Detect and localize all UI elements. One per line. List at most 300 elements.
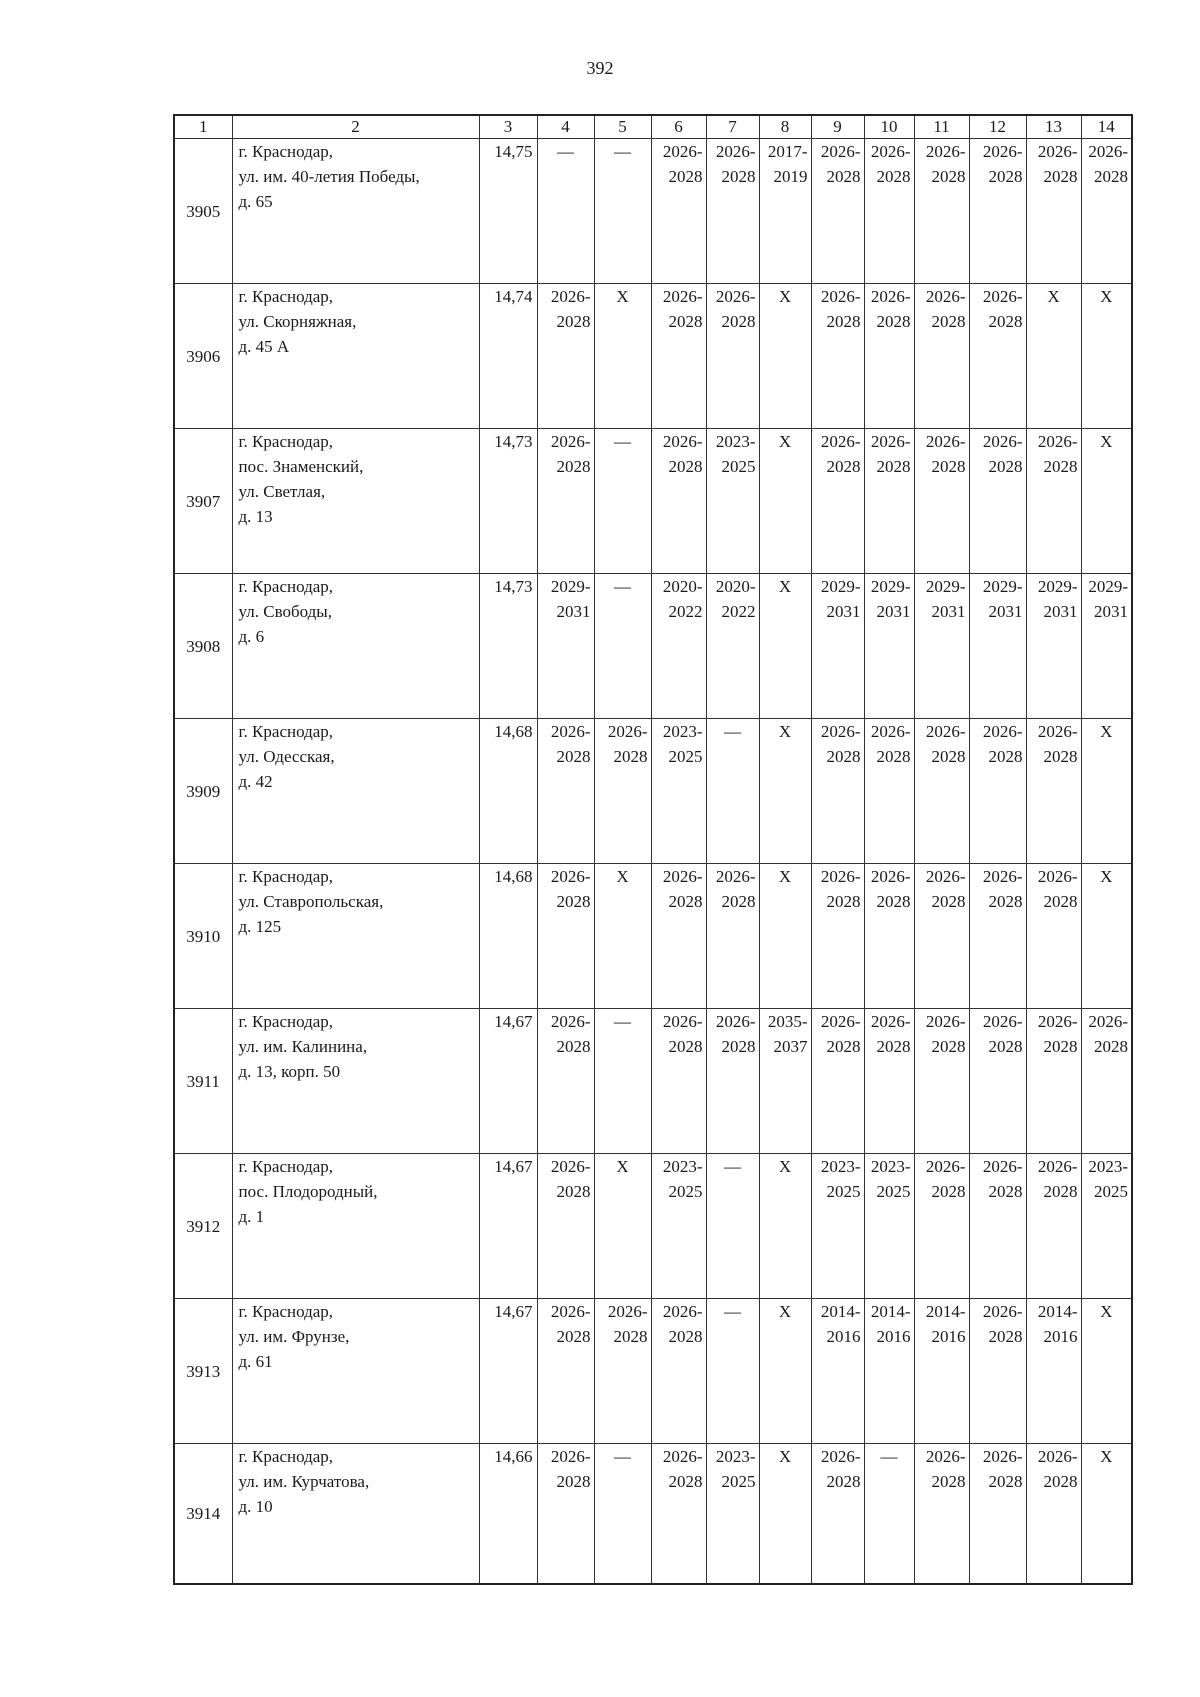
period-cell: X: [1081, 864, 1132, 1009]
period-cell: X: [1081, 429, 1132, 574]
period-cell: [864, 1299, 914, 1444]
period-line: 2020-: [662, 577, 703, 596]
period-cell: [651, 719, 706, 864]
period-line: 2026-: [715, 287, 756, 306]
period-line: 2028: [988, 1327, 1023, 1346]
row-number: 3911: [174, 1009, 232, 1154]
period-line: 2026-: [925, 287, 966, 306]
address-cell: [232, 429, 479, 574]
period-cell: [706, 574, 759, 719]
address-line: д. 13: [238, 507, 273, 526]
period-line: 2028: [613, 747, 648, 766]
period-cell: [594, 719, 651, 864]
period-line: 2028: [988, 1037, 1023, 1056]
period-line: 2026-: [925, 142, 966, 161]
period-line: 2026-: [550, 432, 591, 451]
period-cell: [651, 1009, 706, 1154]
period-line: 2031: [876, 602, 911, 621]
period-line: 2026-: [715, 867, 756, 886]
period-cell: [1026, 719, 1081, 864]
period-line: 2026-: [925, 1447, 966, 1466]
period-line: 2026-: [870, 432, 911, 451]
period-line: 2028: [988, 457, 1023, 476]
period-line: 2026-: [820, 1447, 861, 1466]
address-line: ул. им. Фрунзе,: [238, 1327, 350, 1346]
period-line: 2028: [988, 747, 1023, 766]
period-line: 2026-: [982, 1157, 1023, 1176]
period-line: 2028: [668, 312, 703, 331]
period-line: 2028: [876, 747, 911, 766]
period-cell: —: [706, 1154, 759, 1299]
row-number: 3914: [174, 1444, 232, 1584]
period-cell: [1081, 1154, 1132, 1299]
period-line: 2026-: [715, 1012, 756, 1031]
period-cell: [651, 139, 706, 284]
period-line: 2031: [556, 602, 591, 621]
address-line: д. 125: [238, 917, 282, 936]
period-line: 2028: [1043, 1182, 1078, 1201]
period-line: 2026-: [982, 1447, 1023, 1466]
period-cell: X: [759, 284, 811, 429]
period-line: 2028: [988, 1472, 1023, 1491]
period-cell: [706, 139, 759, 284]
period-cell: X: [1081, 1444, 1132, 1584]
address-line: д. 10: [238, 1497, 273, 1516]
period-cell: [914, 1009, 969, 1154]
period-line: 2022: [721, 602, 756, 621]
period-line: 2028: [931, 892, 966, 911]
period-cell: [651, 574, 706, 719]
period-cell: [811, 284, 864, 429]
period-cell: —: [706, 719, 759, 864]
period-cell: [651, 1154, 706, 1299]
period-line: 2026-: [982, 142, 1023, 161]
period-line: 2028: [826, 747, 861, 766]
period-line: 2026-: [662, 867, 703, 886]
period-line: 2028: [668, 457, 703, 476]
period-line: 2025: [1094, 1182, 1128, 1201]
period-cell: [969, 284, 1026, 429]
period-line: 2028: [988, 167, 1023, 186]
period-line: 2028: [556, 1037, 591, 1056]
period-cell: [811, 429, 864, 574]
period-cell: [914, 284, 969, 429]
period-line: 2028: [931, 1037, 966, 1056]
period-line: 2026-: [982, 722, 1023, 741]
period-line: 2016: [876, 1327, 911, 1346]
address-cell: [232, 1009, 479, 1154]
period-line: 2028: [876, 1037, 911, 1056]
period-cell: X: [759, 864, 811, 1009]
address-line: г. Краснодар,: [238, 1157, 334, 1176]
period-line: 2026-: [870, 722, 911, 741]
period-line: 2037: [773, 1037, 808, 1056]
table-row: [174, 719, 1132, 864]
period-cell: [811, 139, 864, 284]
period-line: 2028: [668, 1327, 703, 1346]
period-line: 2025: [721, 1472, 756, 1491]
period-line: 2014-: [870, 1302, 911, 1321]
period-line: 2029-: [1088, 577, 1128, 596]
period-line: 2028: [1043, 1472, 1078, 1491]
address-line: ул. Свободы,: [238, 602, 332, 621]
period-cell: [1026, 1299, 1081, 1444]
period-line: 2026-: [550, 287, 591, 306]
period-cell: [969, 1299, 1026, 1444]
period-line: 2028: [826, 312, 861, 331]
period-cell: [706, 1444, 759, 1584]
period-line: 2028: [721, 312, 756, 331]
period-line: 2028: [1094, 167, 1128, 186]
period-line: 2026-: [607, 722, 648, 741]
address-line: ул. Скорняжная,: [238, 312, 357, 331]
period-line: 2028: [556, 892, 591, 911]
table-row: [174, 864, 1132, 1009]
period-line: 2028: [1043, 167, 1078, 186]
period-cell: [651, 429, 706, 574]
period-line: 2029-: [982, 577, 1023, 596]
period-cell: [651, 864, 706, 1009]
period-cell: X: [1081, 284, 1132, 429]
value-cell: 14,66: [479, 1444, 537, 1584]
column-header-13: 13: [1026, 115, 1081, 139]
header-row: [174, 115, 1132, 139]
period-cell: —: [594, 1009, 651, 1154]
period-line: 2026-: [982, 867, 1023, 886]
period-line: 2028: [721, 892, 756, 911]
period-line: 2026-: [1088, 1012, 1128, 1031]
period-cell: [914, 1154, 969, 1299]
table-row: [174, 429, 1132, 574]
period-cell: [914, 574, 969, 719]
period-cell: [864, 574, 914, 719]
period-line: 2028: [1043, 457, 1078, 476]
period-line: 2014-: [925, 1302, 966, 1321]
period-cell: [811, 574, 864, 719]
period-line: 2023-: [870, 1157, 911, 1176]
period-cell: —: [537, 139, 594, 284]
period-line: 2035-: [767, 1012, 808, 1031]
period-cell: [914, 1444, 969, 1584]
address-line: ул. Ставропольская,: [238, 892, 384, 911]
address-line: пос. Знаменский,: [238, 457, 364, 476]
period-cell: [1026, 1009, 1081, 1154]
period-line: 2028: [931, 167, 966, 186]
period-line: 2026-: [820, 287, 861, 306]
period-cell: —: [864, 1444, 914, 1584]
row-number: 3913: [174, 1299, 232, 1444]
period-line: 2028: [556, 1327, 591, 1346]
period-line: 2023-: [1088, 1157, 1128, 1176]
address-line: г. Краснодар,: [238, 142, 334, 161]
period-cell: [969, 864, 1026, 1009]
period-line: 2028: [876, 892, 911, 911]
period-cell: [1081, 574, 1132, 719]
period-line: 2029-: [1037, 577, 1078, 596]
period-line: 2028: [556, 457, 591, 476]
period-line: 2026-: [925, 432, 966, 451]
period-line: 2028: [826, 1472, 861, 1491]
row-number: 3907: [174, 429, 232, 574]
period-line: 2025: [668, 1182, 703, 1201]
column-header-11: 11: [914, 115, 969, 139]
period-line: 2029-: [820, 577, 861, 596]
period-line: 2028: [556, 747, 591, 766]
period-line: 2023-: [820, 1157, 861, 1176]
value-cell: 14,73: [479, 574, 537, 719]
period-cell: [864, 719, 914, 864]
period-line: 2028: [721, 1037, 756, 1056]
address-line: д. 65: [238, 192, 273, 211]
period-line: 2031: [1094, 602, 1128, 621]
period-line: 2023-: [715, 1447, 756, 1466]
period-line: 2025: [721, 457, 756, 476]
period-line: 2026-: [1037, 432, 1078, 451]
period-line: 2028: [556, 312, 591, 331]
address-line: пос. Плодородный,: [238, 1182, 378, 1201]
period-line: 2026-: [662, 432, 703, 451]
period-line: 2028: [668, 1472, 703, 1491]
period-cell: [914, 719, 969, 864]
period-cell: [1026, 864, 1081, 1009]
address-cell: [232, 574, 479, 719]
period-cell: [759, 139, 811, 284]
address-line: г. Краснодар,: [238, 1012, 334, 1031]
value-cell: 14,68: [479, 719, 537, 864]
period-line: 2016: [1043, 1327, 1078, 1346]
period-cell: X: [759, 1299, 811, 1444]
period-cell: [969, 1009, 1026, 1154]
period-cell: X: [1081, 719, 1132, 864]
address-line: г. Краснодар,: [238, 1302, 334, 1321]
period-cell: —: [594, 1444, 651, 1584]
period-line: 2020-: [715, 577, 756, 596]
period-cell: [811, 1444, 864, 1584]
period-cell: [537, 574, 594, 719]
period-line: 2026-: [1037, 1012, 1078, 1031]
period-cell: [537, 1154, 594, 1299]
period-cell: [706, 429, 759, 574]
period-line: 2028: [556, 1472, 591, 1491]
period-line: 2028: [931, 1472, 966, 1491]
table-row: [174, 284, 1132, 429]
period-line: 2028: [988, 312, 1023, 331]
address-line: ул. Одесская,: [238, 747, 335, 766]
period-line: 2028: [668, 892, 703, 911]
value-cell: 14,68: [479, 864, 537, 1009]
column-header-8: 8: [759, 115, 811, 139]
value-cell: 14,67: [479, 1299, 537, 1444]
column-header-14: 14: [1081, 115, 1132, 139]
period-cell: X: [1081, 1299, 1132, 1444]
column-header-6: 6: [651, 115, 706, 139]
period-cell: [537, 719, 594, 864]
period-line: 2026-: [662, 142, 703, 161]
period-line: 2028: [668, 1037, 703, 1056]
period-cell: [969, 1154, 1026, 1299]
period-line: 2026-: [715, 142, 756, 161]
period-line: 2028: [1094, 1037, 1128, 1056]
period-cell: [1081, 139, 1132, 284]
period-line: 2028: [931, 1182, 966, 1201]
period-cell: —: [594, 139, 651, 284]
period-line: 2026-: [550, 867, 591, 886]
period-line: 2028: [1043, 1037, 1078, 1056]
address-line: д. 45 А: [238, 337, 290, 356]
register-table: [173, 114, 1133, 1585]
period-line: 2028: [1043, 747, 1078, 766]
period-line: 2026-: [662, 1302, 703, 1321]
period-line: 2031: [931, 602, 966, 621]
period-cell: [914, 1299, 969, 1444]
period-line: 2026-: [820, 722, 861, 741]
period-cell: —: [594, 429, 651, 574]
period-cell: [969, 429, 1026, 574]
period-cell: X: [759, 719, 811, 864]
period-line: 2026-: [820, 867, 861, 886]
period-cell: [864, 1009, 914, 1154]
row-number: 3909: [174, 719, 232, 864]
period-cell: [537, 864, 594, 1009]
period-line: 2026-: [550, 1447, 591, 1466]
period-cell: [969, 1444, 1026, 1584]
period-line: 2026-: [607, 1302, 648, 1321]
row-number: 3908: [174, 574, 232, 719]
period-cell: [537, 284, 594, 429]
period-cell: [537, 1444, 594, 1584]
period-cell: [537, 429, 594, 574]
period-line: 2028: [931, 747, 966, 766]
column-header-2: 2: [232, 115, 479, 139]
period-line: 2026-: [1037, 867, 1078, 886]
period-cell: X: [594, 1154, 651, 1299]
period-cell: [1026, 574, 1081, 719]
address-line: ул. им. Калинина,: [238, 1037, 368, 1056]
period-line: 2026-: [662, 1447, 703, 1466]
address-cell: [232, 1444, 479, 1584]
period-line: 2023-: [715, 432, 756, 451]
period-line: 2028: [826, 1037, 861, 1056]
address-line: д. 6: [238, 627, 265, 646]
period-cell: [1081, 1009, 1132, 1154]
period-line: 2023-: [662, 722, 703, 741]
value-cell: 14,73: [479, 429, 537, 574]
period-line: 2026-: [925, 1157, 966, 1176]
period-cell: [1026, 429, 1081, 574]
address-line: ул. им. 40-летия Победы,: [238, 167, 420, 186]
address-line: г. Краснодар,: [238, 722, 334, 741]
address-cell: [232, 864, 479, 1009]
period-line: 2026-: [982, 287, 1023, 306]
address-cell: [232, 284, 479, 429]
period-line: 2014-: [820, 1302, 861, 1321]
period-cell: [651, 1299, 706, 1444]
column-header-12: 12: [969, 115, 1026, 139]
period-cell: [1026, 1444, 1081, 1584]
period-line: 2026-: [982, 1302, 1023, 1321]
period-line: 2026-: [870, 142, 911, 161]
period-cell: [914, 429, 969, 574]
period-cell: [914, 864, 969, 1009]
column-header-5: 5: [594, 115, 651, 139]
period-cell: [706, 284, 759, 429]
period-line: 2016: [931, 1327, 966, 1346]
period-cell: [864, 429, 914, 574]
address-line: г. Краснодар,: [238, 432, 334, 451]
period-line: 2016: [826, 1327, 861, 1346]
table-row: [174, 1154, 1132, 1299]
period-line: 2028: [876, 457, 911, 476]
period-cell: [706, 864, 759, 1009]
address-line: д. 61: [238, 1352, 273, 1371]
period-line: 2026-: [820, 1012, 861, 1031]
period-cell: [811, 719, 864, 864]
address-line: г. Краснодар,: [238, 867, 334, 886]
address-line: г. Краснодар,: [238, 1447, 334, 1466]
address-cell: [232, 139, 479, 284]
period-cell: [1026, 1154, 1081, 1299]
period-line: 2025: [826, 1182, 861, 1201]
period-cell: [969, 574, 1026, 719]
period-line: 2028: [826, 167, 861, 186]
period-line: 2028: [556, 1182, 591, 1201]
period-cell: X: [759, 429, 811, 574]
period-cell: [706, 1009, 759, 1154]
period-line: 2026-: [550, 1012, 591, 1031]
period-line: 2028: [826, 457, 861, 476]
period-line: 2026-: [662, 1012, 703, 1031]
row-number: 3906: [174, 284, 232, 429]
address-cell: [232, 1299, 479, 1444]
address-line: ул. Светлая,: [238, 482, 326, 501]
period-line: 2029-: [550, 577, 591, 596]
value-cell: 14,67: [479, 1154, 537, 1299]
period-line: 2026-: [820, 142, 861, 161]
period-line: 2031: [1043, 602, 1078, 621]
period-cell: X: [594, 864, 651, 1009]
period-cell: X: [759, 1154, 811, 1299]
period-line: 2026-: [550, 722, 591, 741]
value-cell: 14,74: [479, 284, 537, 429]
period-line: 2028: [721, 167, 756, 186]
period-line: 2026-: [1037, 1157, 1078, 1176]
table-body: [174, 139, 1132, 1584]
period-line: 2014-: [1037, 1302, 1078, 1321]
column-header-1: 1: [174, 115, 232, 139]
period-line: 2023-: [662, 1157, 703, 1176]
period-cell: [651, 284, 706, 429]
table-row: [174, 1299, 1132, 1444]
table-row: [174, 1444, 1132, 1584]
address-line: ул. им. Курчатова,: [238, 1472, 370, 1491]
period-cell: X: [1026, 284, 1081, 429]
address-line: г. Краснодар,: [238, 577, 334, 596]
period-cell: [811, 1009, 864, 1154]
period-cell: [651, 1444, 706, 1584]
address-line: д. 13, корп. 50: [238, 1062, 341, 1081]
table-row: [174, 139, 1132, 284]
period-line: 2026-: [820, 432, 861, 451]
period-line: 2031: [826, 602, 861, 621]
period-line: 2029-: [925, 577, 966, 596]
period-line: 2026-: [925, 722, 966, 741]
period-line: 2028: [613, 1327, 648, 1346]
address-line: д. 1: [238, 1207, 265, 1226]
period-cell: [914, 139, 969, 284]
period-line: 2028: [876, 312, 911, 331]
period-line: 2026-: [870, 867, 911, 886]
period-line: 2019: [773, 167, 808, 186]
